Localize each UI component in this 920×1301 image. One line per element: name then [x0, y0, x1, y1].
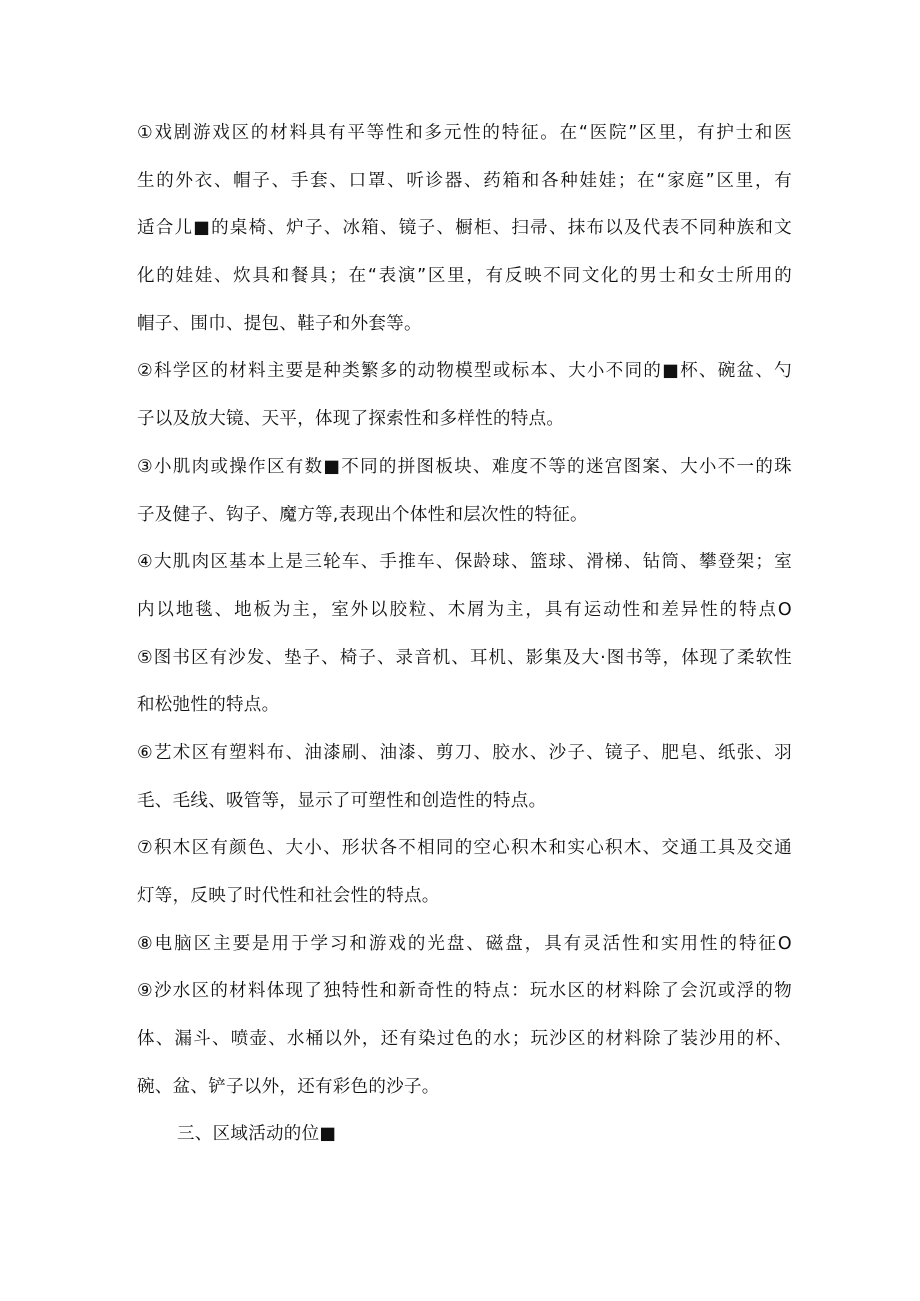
text-line: ⑤图书区有沙发、垫子、椅子、录音机、耳机、影集及大·图书等，体现了柔软性	[137, 647, 792, 668]
section-heading: 三、区域活动的位■	[177, 1124, 337, 1145]
text-line: 灯等，反映了时代性和社会性的特点。	[137, 886, 440, 906]
text-line: 内以地毯、地板为主，室外以胶粒、木屑为主，具有运动性和差异性的特点O	[137, 599, 792, 620]
document-body	[137, 110, 792, 1159]
text-line: ⑥艺术区有塑料布、油漆刷、油漆、剪刀、胶水、沙子、镜子、肥皂、纸张、羽	[137, 742, 792, 763]
text-line: 体、漏斗、喷壶、水桶以外，还有染过色的水；玩沙区的材料除了装沙用的杯、	[137, 1029, 792, 1050]
text-line: 碗、盆、铲子以外，还有彩色的沙子。	[137, 1076, 440, 1097]
text-line: ⑦积木区有颜色、大小、形状各不相同的空心积木和实心积木、交通工具及交通	[137, 838, 792, 859]
text-line: ②科学区的材料主要是种类繁多的动物模型或标本、大小不同的■杯、碗盆、勺	[137, 361, 792, 382]
text-line: 适合儿■的桌椅、炉子、冰箱、镜子、橱柜、扫帚、抹布以及代表不同种族和文	[137, 218, 792, 239]
text-line: ①戏剧游戏区的材料具有平等性和多元性的特征。在“医院”区里，有护士和医	[137, 123, 792, 143]
text-line: ⑧电脑区主要是用于学习和游戏的光盘、磁盘，具有灵活性和实用性的特征O	[137, 933, 792, 954]
text-line: 毛、毛线、吸管等，显示了可塑性和创造性的特点。	[137, 790, 547, 811]
text-line: 帽子、围巾、提包、鞋子和外套等。	[137, 313, 422, 334]
text-line: ③小肌肉或操作区有数■不同的拼图板块、难度不等的迷宫图案、大小不一的珠	[137, 456, 792, 477]
text-line: 子及健子、钩子、魔方等,表现出个体性和层次性的特征。	[137, 504, 588, 525]
text-line: 化的娃娃、炊具和餐具；在“表演”区里，有反映不同文化的男士和女士所用的	[137, 266, 792, 287]
text-line: ④大肌肉区基本上是三轮车、手推车、保龄球、篮球、滑梯、钻筒、攀登架；室	[137, 552, 792, 573]
text-line: 生的外衣、帽子、手套、口罩、听诊器、药箱和各种娃娃；在“家庭”区里，有	[137, 170, 792, 191]
text-line: 和松弛性的特点。	[137, 695, 280, 716]
text-line: ⑨沙水区的材料体现了独特性和新奇性的特点：玩水区的材料除了会沉或浮的物	[137, 981, 792, 1002]
text-line: 子以及放大镜、天平，体现了探索性和多样性的特点。	[137, 409, 565, 430]
